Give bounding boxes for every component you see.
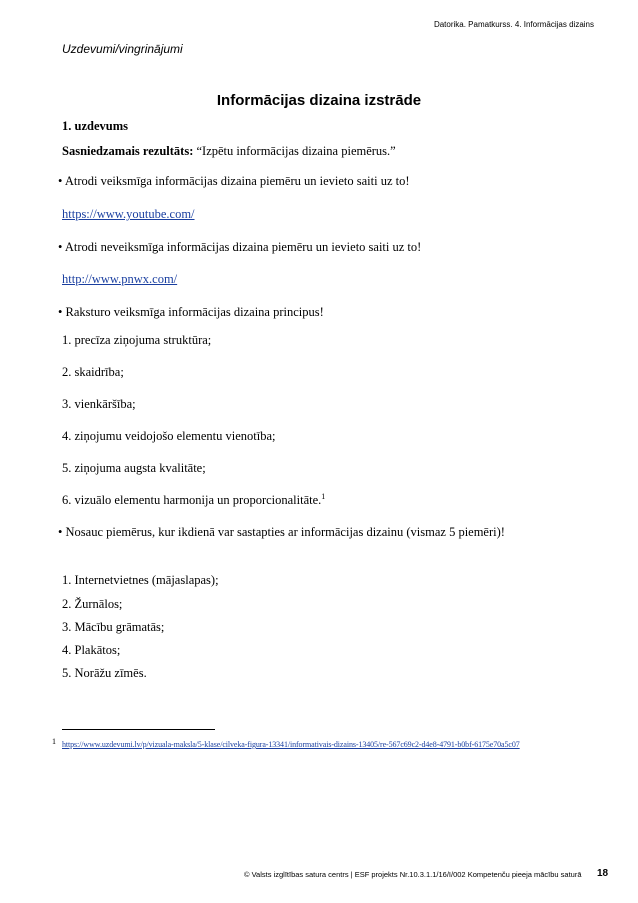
footnote-link[interactable]: https://www.uzdevumi.lv/p/vizuala-maksla/5-klase/cilveka-figura-13341/informativais-dizains-13405/re-567c69c2-d4e8-4791-b0bf-6175e70a5c07 (62, 740, 520, 749)
expected-result-label: Sasniedzamais rezultāts: (62, 144, 194, 158)
successful-example-link[interactable]: https://www.youtube.com/ (62, 207, 195, 221)
task-item-4 (58, 525, 505, 540)
principle-item: 3. vienkāršība; (62, 397, 136, 411)
principle-item: 2. skaidrība; (62, 365, 124, 379)
example-item: 1. Internetvietnes (mājaslapas); (62, 573, 219, 587)
task-item-text: Nosauc piemērus, kur ikdienā var sastapties ar informācijas dizainu (vismaz 5 piemēri)! (65, 525, 505, 539)
footnote-reference[interactable]: 1 (321, 491, 326, 501)
expected-result (62, 144, 396, 159)
bullet-icon: • (58, 240, 63, 254)
expected-result-text: “Izpētu informācijas dizaina piemērus.” (196, 144, 396, 158)
task-item-2 (58, 240, 421, 255)
task-item-1 (58, 174, 410, 189)
bullet-icon: • (58, 525, 63, 539)
task-item-text: Raksturo veiksmīga informācijas dizaina principus! (65, 305, 324, 319)
example-item: 2. Žurnālos; (62, 597, 123, 611)
example-item: 3. Mācību grāmatās; (62, 620, 165, 634)
page-title: Informācijas dizaina izstrāde (216, 92, 422, 109)
footer-text: © Valsts izglītības satura centrs | ESF projekts Nr.10.3.1.1/16/I/002 Kompetenču pieeja mācību saturā (244, 870, 582, 879)
principle-item: 4. ziņojumu veidojošo elementu vienotība; (62, 429, 276, 443)
bullet-icon: • (58, 174, 63, 188)
task-item-text: Atrodi veiksmīga informācijas dizaina piemēru un ievieto saiti uz to! (64, 174, 410, 188)
task-item-text: Atrodi neveiksmīga informācijas dizaina piemēru un ievieto saiti uz to! (64, 240, 422, 254)
footnote-divider (62, 729, 215, 730)
page-number: 18 (597, 868, 609, 879)
bullet-icon: • (58, 305, 63, 319)
section-label: Uzdevumi/vingrinājumi (62, 42, 183, 56)
task-item-3 (58, 305, 324, 320)
example-item: 4. Plakātos; (62, 643, 121, 657)
example-item: 5. Norāžu zīmēs. (62, 666, 147, 680)
principle-item: 1. precīza ziņojuma struktūra; (62, 333, 212, 347)
task-heading: 1. uzdevums (62, 119, 128, 133)
principle-text: 6. vizuālo elementu harmonija un proporcionalitāte. (62, 493, 322, 507)
principle-item: 5. ziņojuma augsta kvalitāte; (62, 461, 206, 475)
unsuccessful-example-link[interactable]: http://www.pnwx.com/ (62, 272, 178, 286)
running-header: Datorika. Pamatkurss. 4. Informācijas dizains (433, 20, 594, 29)
principle-item (62, 493, 325, 508)
footnote-number: 1 (52, 737, 56, 746)
